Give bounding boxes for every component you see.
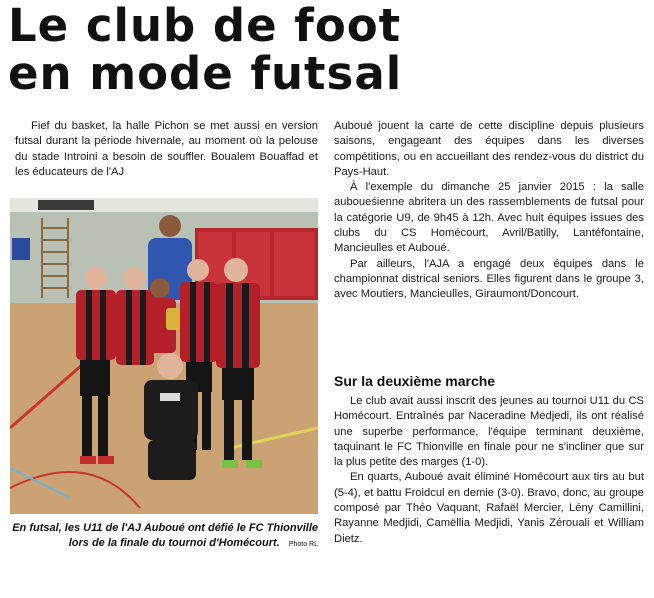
article-paragraph: Le club avait aussi inscrit des jeunes au tournoi U11 du CS Homécourt. Entraînés par Naceradine Medjedi, ils ont réalisé une superbe performance, l'équipe terminant deuxième, taquinant le FC Thionville en finale pour ne s'incliner que sur la plus petite des marges (1-0). xyxy=(334,395,644,469)
headline-line-1: Le club de foot xyxy=(8,0,402,52)
article-paragraph: Auboué jouent la carte de cette discipline depuis plusieurs saisons, engageant des équipes dans les diverses compétitions, ou en accueillant des rendez-vous du district du Pays-Haut. xyxy=(334,120,644,178)
headline-line-2: en mode futsal xyxy=(8,47,403,100)
headline xyxy=(8,2,648,98)
team-photo xyxy=(10,198,318,514)
article-section-2 xyxy=(334,373,644,547)
photo-credit: Photo RL xyxy=(288,540,318,548)
photo-caption xyxy=(10,521,318,552)
article-paragraph: Par ailleurs, l'AJA a engagé deux équipes dans le championnat districal seniors. Elles figurent dans le groupe 3, avec Moutiers, Mancieulles, Giraumont/Doncourt. xyxy=(334,257,644,301)
section-subheading: Sur la deuxième marche xyxy=(334,373,496,389)
article-paragraph: En quarts, Auboué avait éliminé Homécourt aux tirs au but (5-4), et battu Froidcul en demie (3-0). Bravo, donc, au groupe composé par Théo Vaquant, Rafaël Mercier, Lény Camillini, Rayanne Medjidi, Camëllia Medjidi, Yanis Zérouali et William Dietz. xyxy=(334,471,644,545)
article-column-right xyxy=(334,119,644,303)
caption-text: En futsal, les U11 de l'AJ Auboué ont défié le FC Thionville lors de la finale du tournoi d'Homécourt. xyxy=(12,522,318,549)
article-paragraph: À l'exemple du dimanche 25 janvier 2015 : la salle auboueśienne abritera un des rassemblements de futsal pour la catégorie U9, de 9h45 à 12h. Avec huit équipes issues des clubs du CS Homécourt, Avril/Batilly, Lantéfontaine, Mancieulles et Auboué. xyxy=(334,181,644,255)
article-paragraph: Fief du basket, la halle Pichon se met aussi en version futsal durant la période hivernale, au moment où la pelouse du stade Introini a besoin de souffler. Boualem Bouaffad et les éducateurs de l'AJ xyxy=(15,120,318,178)
article-column-left xyxy=(15,119,318,180)
